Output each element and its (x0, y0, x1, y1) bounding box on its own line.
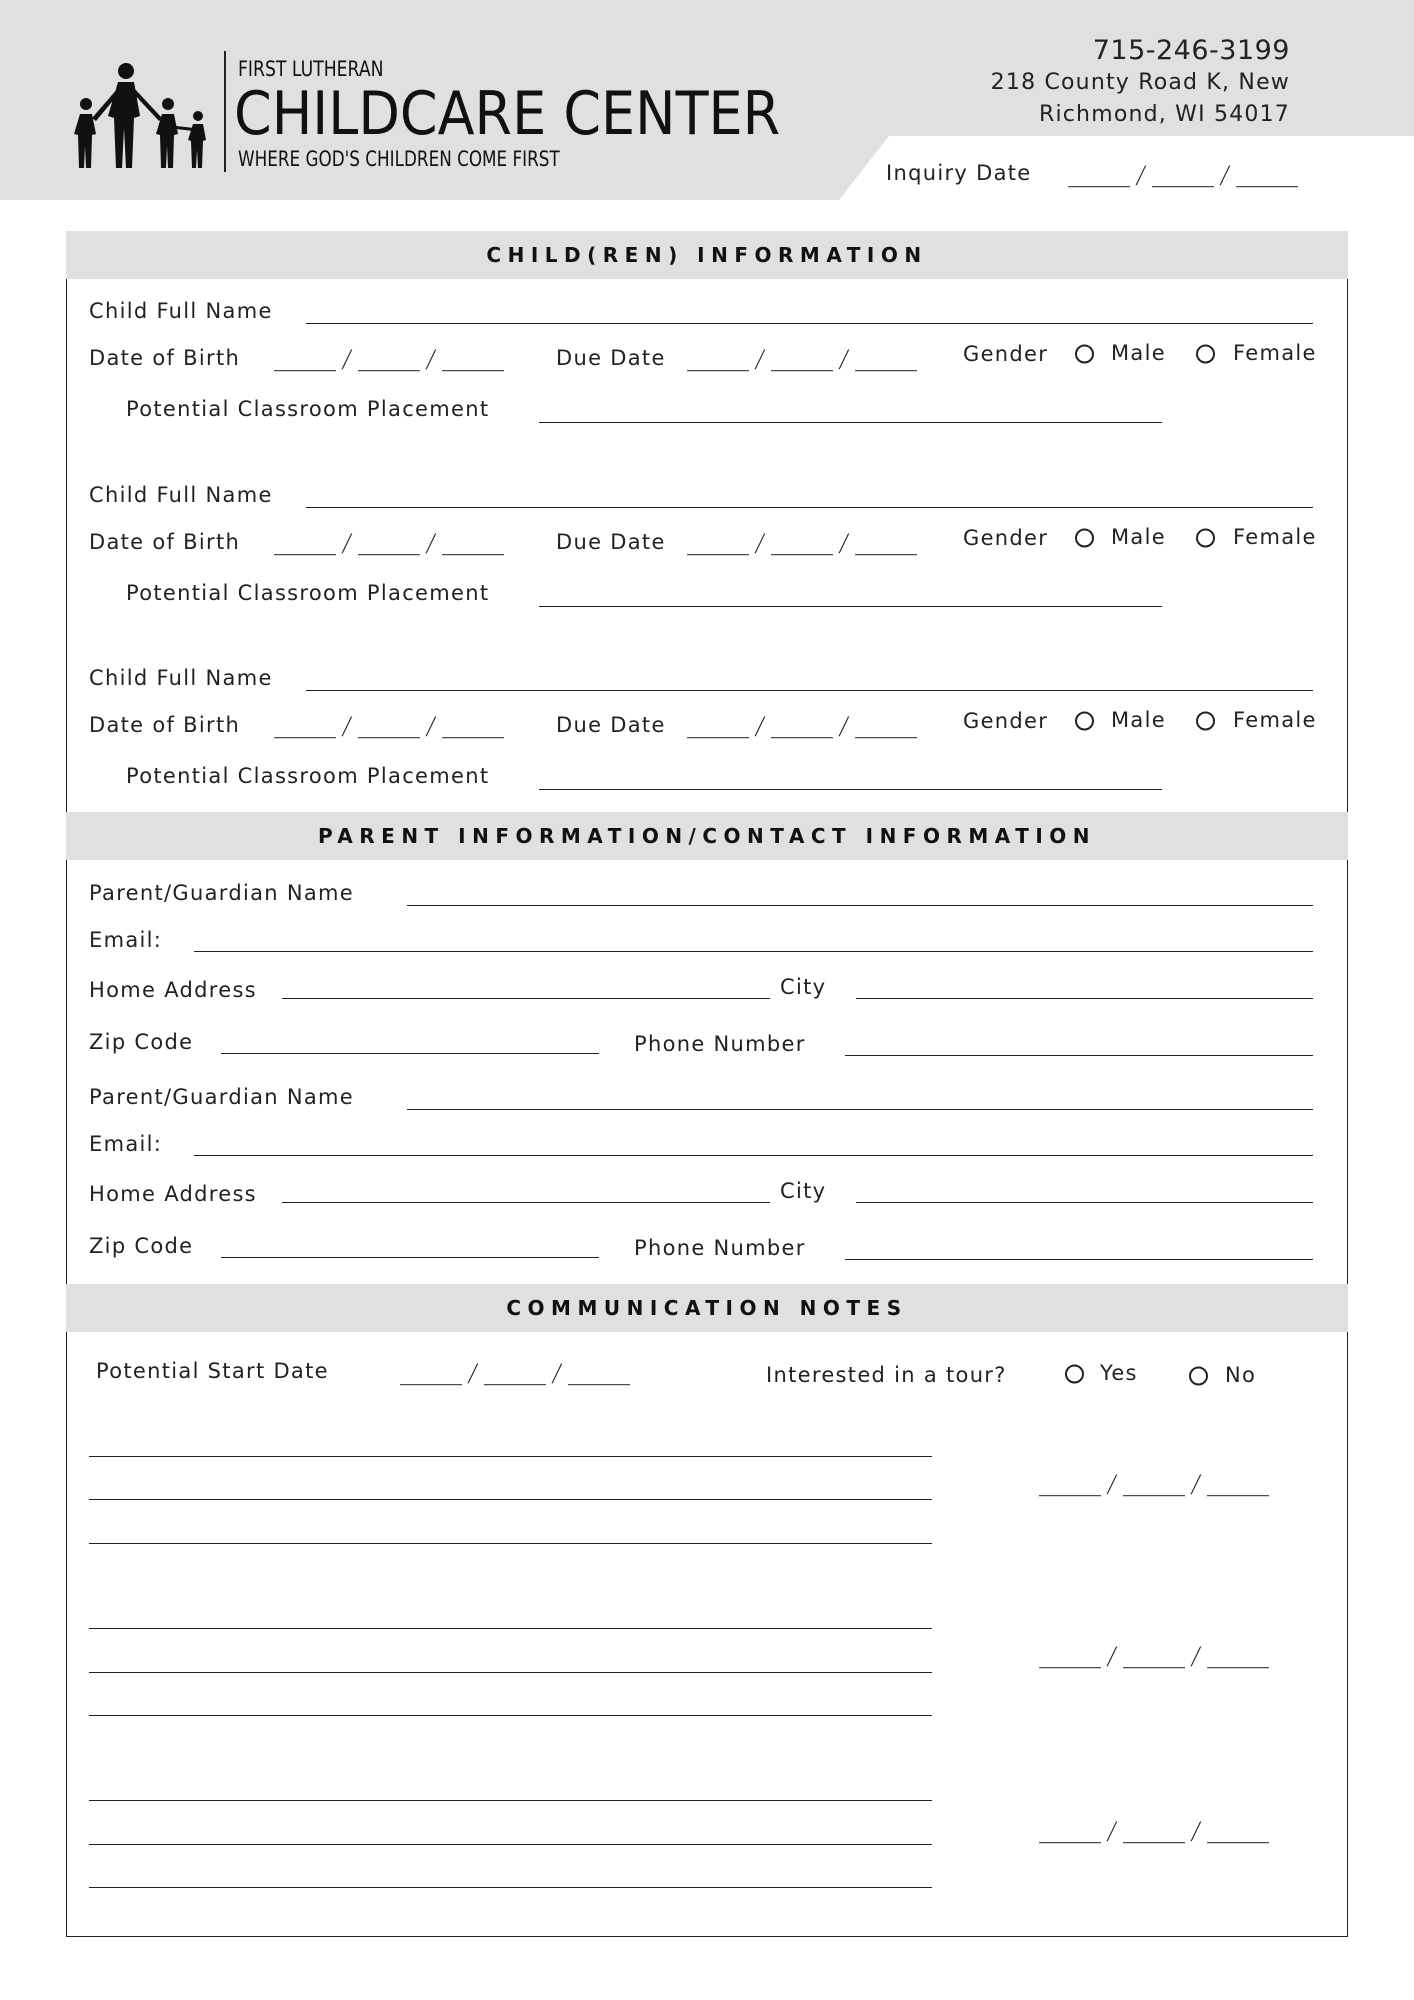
date-blank[interactable] (771, 350, 833, 371)
start-date-label: Potential Start Date (96, 1359, 329, 1383)
due-date-field[interactable] (687, 345, 917, 374)
date-blank[interactable] (1068, 166, 1130, 187)
home-address-label: Home Address (89, 1182, 257, 1206)
parent-name-label: Parent/Guardian Name (89, 1085, 354, 1109)
home-address-input[interactable] (282, 998, 770, 999)
due-date-label: Due Date (556, 530, 666, 554)
home-address-label: Home Address (89, 978, 257, 1002)
date-blank[interactable] (1207, 1822, 1269, 1843)
section-header-children: CHILD(REN) INFORMATION (66, 231, 1348, 279)
date-blank[interactable] (442, 534, 504, 555)
note-line[interactable] (89, 1800, 932, 1801)
gender-male-label: Male (1111, 708, 1166, 732)
gender-male-radio[interactable] (1075, 345, 1094, 364)
date-separator: / (1189, 1642, 1203, 1671)
date-separator: / (424, 712, 438, 741)
date-separator: / (550, 1359, 564, 1388)
date-separator: / (1189, 1470, 1203, 1499)
gender-female-label: Female (1233, 708, 1317, 732)
section-header-parent: PARENT INFORMATION/CONTACT INFORMATION (66, 812, 1348, 860)
date-blank[interactable] (1123, 1822, 1185, 1843)
date-of-birth-field[interactable] (274, 345, 504, 374)
inquiry-date-label: Inquiry Date (886, 161, 1032, 185)
note-line[interactable] (89, 1456, 932, 1457)
due-date-label: Due Date (556, 713, 666, 737)
gender-female-label: Female (1233, 341, 1317, 365)
gender-female-radio[interactable] (1196, 345, 1215, 364)
date-blank[interactable] (442, 717, 504, 738)
note-line[interactable] (89, 1628, 932, 1629)
org-name: CHILDCARE CENTER (234, 79, 781, 149)
parent-name-label: Parent/Guardian Name (89, 881, 354, 905)
date-separator: / (837, 712, 851, 741)
date-separator: / (1189, 1817, 1203, 1846)
gender-label: Gender (963, 342, 1049, 366)
date-blank[interactable] (1207, 1647, 1269, 1668)
gender-female-label: Female (1233, 525, 1317, 549)
gender-male-radio[interactable] (1075, 712, 1094, 731)
logo-divider (224, 51, 226, 172)
classroom-placement-input[interactable] (539, 606, 1162, 607)
date-blank[interactable] (358, 350, 420, 371)
date-blank[interactable] (400, 1364, 462, 1385)
date-blank[interactable] (687, 717, 749, 738)
gender-label: Gender (963, 526, 1049, 550)
child-name-label: Child Full Name (89, 483, 273, 507)
date-separator: / (424, 529, 438, 558)
classroom-placement-label: Potential Classroom Placement (126, 397, 490, 421)
section-header-communication: COMMUNICATION NOTES (66, 1284, 1348, 1332)
date-blank[interactable] (568, 1364, 630, 1385)
date-separator: / (753, 345, 767, 374)
date-blank[interactable] (1123, 1475, 1185, 1496)
date-separator: / (340, 712, 354, 741)
note-date-field[interactable] (1039, 1642, 1269, 1671)
start-date-field[interactable] (400, 1359, 630, 1388)
tour-no-radio[interactable] (1189, 1367, 1208, 1386)
date-blank[interactable] (1236, 166, 1298, 187)
email-input[interactable] (194, 1155, 1313, 1156)
classroom-placement-input[interactable] (539, 422, 1162, 423)
date-separator: / (340, 345, 354, 374)
date-blank[interactable] (1123, 1647, 1185, 1668)
date-separator: / (753, 712, 767, 741)
date-separator: / (340, 529, 354, 558)
date-blank[interactable] (358, 717, 420, 738)
date-blank[interactable] (855, 717, 917, 738)
gender-male-label: Male (1111, 341, 1166, 365)
email-label: Email: (89, 1132, 163, 1156)
note-line[interactable] (89, 1499, 932, 1500)
city-input[interactable] (856, 1202, 1313, 1203)
date-blank[interactable] (274, 717, 336, 738)
zip-code-label: Zip Code (89, 1234, 194, 1258)
zip-code-label: Zip Code (89, 1030, 194, 1054)
gender-female-radio[interactable] (1196, 529, 1215, 548)
date-blank[interactable] (855, 534, 917, 555)
tour-yes-label: Yes (1100, 1361, 1138, 1385)
tour-question-label: Interested in a tour? (766, 1363, 1007, 1387)
address-line1: 218 County Road K, New (990, 70, 1290, 95)
gender-male-label: Male (1111, 525, 1166, 549)
city-input[interactable] (856, 998, 1313, 999)
phone-number-label: Phone Number (634, 1236, 806, 1260)
date-separator: / (1134, 161, 1148, 190)
date-separator: / (837, 345, 851, 374)
phone-number: 715-246-3199 (1092, 35, 1290, 66)
date-of-birth-field[interactable] (274, 529, 504, 558)
date-blank[interactable] (855, 350, 917, 371)
classroom-placement-label: Potential Classroom Placement (126, 764, 490, 788)
child-name-label: Child Full Name (89, 666, 273, 690)
address-line2: Richmond, WI 54017 (1038, 102, 1290, 127)
date-separator: / (1105, 1817, 1119, 1846)
date-blank[interactable] (771, 534, 833, 555)
date-of-birth-label: Date of Birth (89, 346, 241, 370)
date-blank[interactable] (687, 350, 749, 371)
zip-code-input[interactable] (221, 1053, 599, 1054)
date-blank[interactable] (358, 534, 420, 555)
child-name-label: Child Full Name (89, 299, 273, 323)
date-blank[interactable] (687, 534, 749, 555)
child-name-input[interactable] (306, 507, 1313, 508)
gender-female-radio[interactable] (1196, 712, 1215, 731)
date-of-birth-field[interactable] (274, 712, 504, 741)
email-label: Email: (89, 928, 163, 952)
date-blank[interactable] (484, 1364, 546, 1385)
note-date-field[interactable] (1039, 1817, 1269, 1846)
phone-number-input[interactable] (845, 1259, 1313, 1260)
org-tagline: WHERE GOD'S CHILDREN COME FIRST (238, 147, 560, 171)
date-blank[interactable] (274, 350, 336, 371)
date-blank[interactable] (771, 717, 833, 738)
phone-number-label: Phone Number (634, 1032, 806, 1056)
date-of-birth-label: Date of Birth (89, 530, 241, 554)
city-label: City (780, 975, 827, 999)
date-separator: / (753, 529, 767, 558)
date-blank[interactable] (1207, 1475, 1269, 1496)
inquiry-date-field[interactable] (1068, 161, 1298, 190)
note-date-field[interactable] (1039, 1470, 1269, 1499)
date-blank[interactable] (1039, 1475, 1101, 1496)
zip-code-input[interactable] (221, 1257, 599, 1258)
gender-male-radio[interactable] (1075, 529, 1094, 548)
date-separator: / (424, 345, 438, 374)
tour-no-label: No (1225, 1363, 1257, 1387)
date-separator: / (1218, 161, 1232, 190)
parent-name-input[interactable] (407, 905, 1313, 906)
gender-label: Gender (963, 709, 1049, 733)
child-name-input[interactable] (306, 690, 1313, 691)
phone-number-input[interactable] (845, 1055, 1313, 1056)
tour-yes-radio[interactable] (1065, 1365, 1084, 1384)
family-logo-icon (72, 62, 212, 170)
classroom-placement-label: Potential Classroom Placement (126, 581, 490, 605)
note-line[interactable] (89, 1887, 932, 1888)
date-of-birth-label: Date of Birth (89, 713, 241, 737)
date-separator: / (466, 1359, 480, 1388)
date-blank[interactable] (1152, 166, 1214, 187)
note-line[interactable] (89, 1715, 932, 1716)
child-name-input[interactable] (306, 323, 1313, 324)
home-address-input[interactable] (282, 1202, 770, 1203)
note-line[interactable] (89, 1543, 932, 1544)
due-date-label: Due Date (556, 346, 666, 370)
due-date-field[interactable] (687, 712, 917, 741)
classroom-placement-input[interactable] (539, 789, 1162, 790)
date-blank[interactable] (442, 350, 504, 371)
date-separator: / (837, 529, 851, 558)
note-line[interactable] (89, 1844, 932, 1845)
note-line[interactable] (89, 1672, 932, 1673)
date-separator: / (1105, 1642, 1119, 1671)
date-blank[interactable] (1039, 1822, 1101, 1843)
parent-name-input[interactable] (407, 1109, 1313, 1110)
due-date-field[interactable] (687, 529, 917, 558)
city-label: City (780, 1179, 827, 1203)
date-blank[interactable] (274, 534, 336, 555)
date-separator: / (1105, 1470, 1119, 1499)
date-blank[interactable] (1039, 1647, 1101, 1668)
email-input[interactable] (194, 951, 1313, 952)
org-line1: FIRST LUTHERAN (238, 57, 384, 81)
